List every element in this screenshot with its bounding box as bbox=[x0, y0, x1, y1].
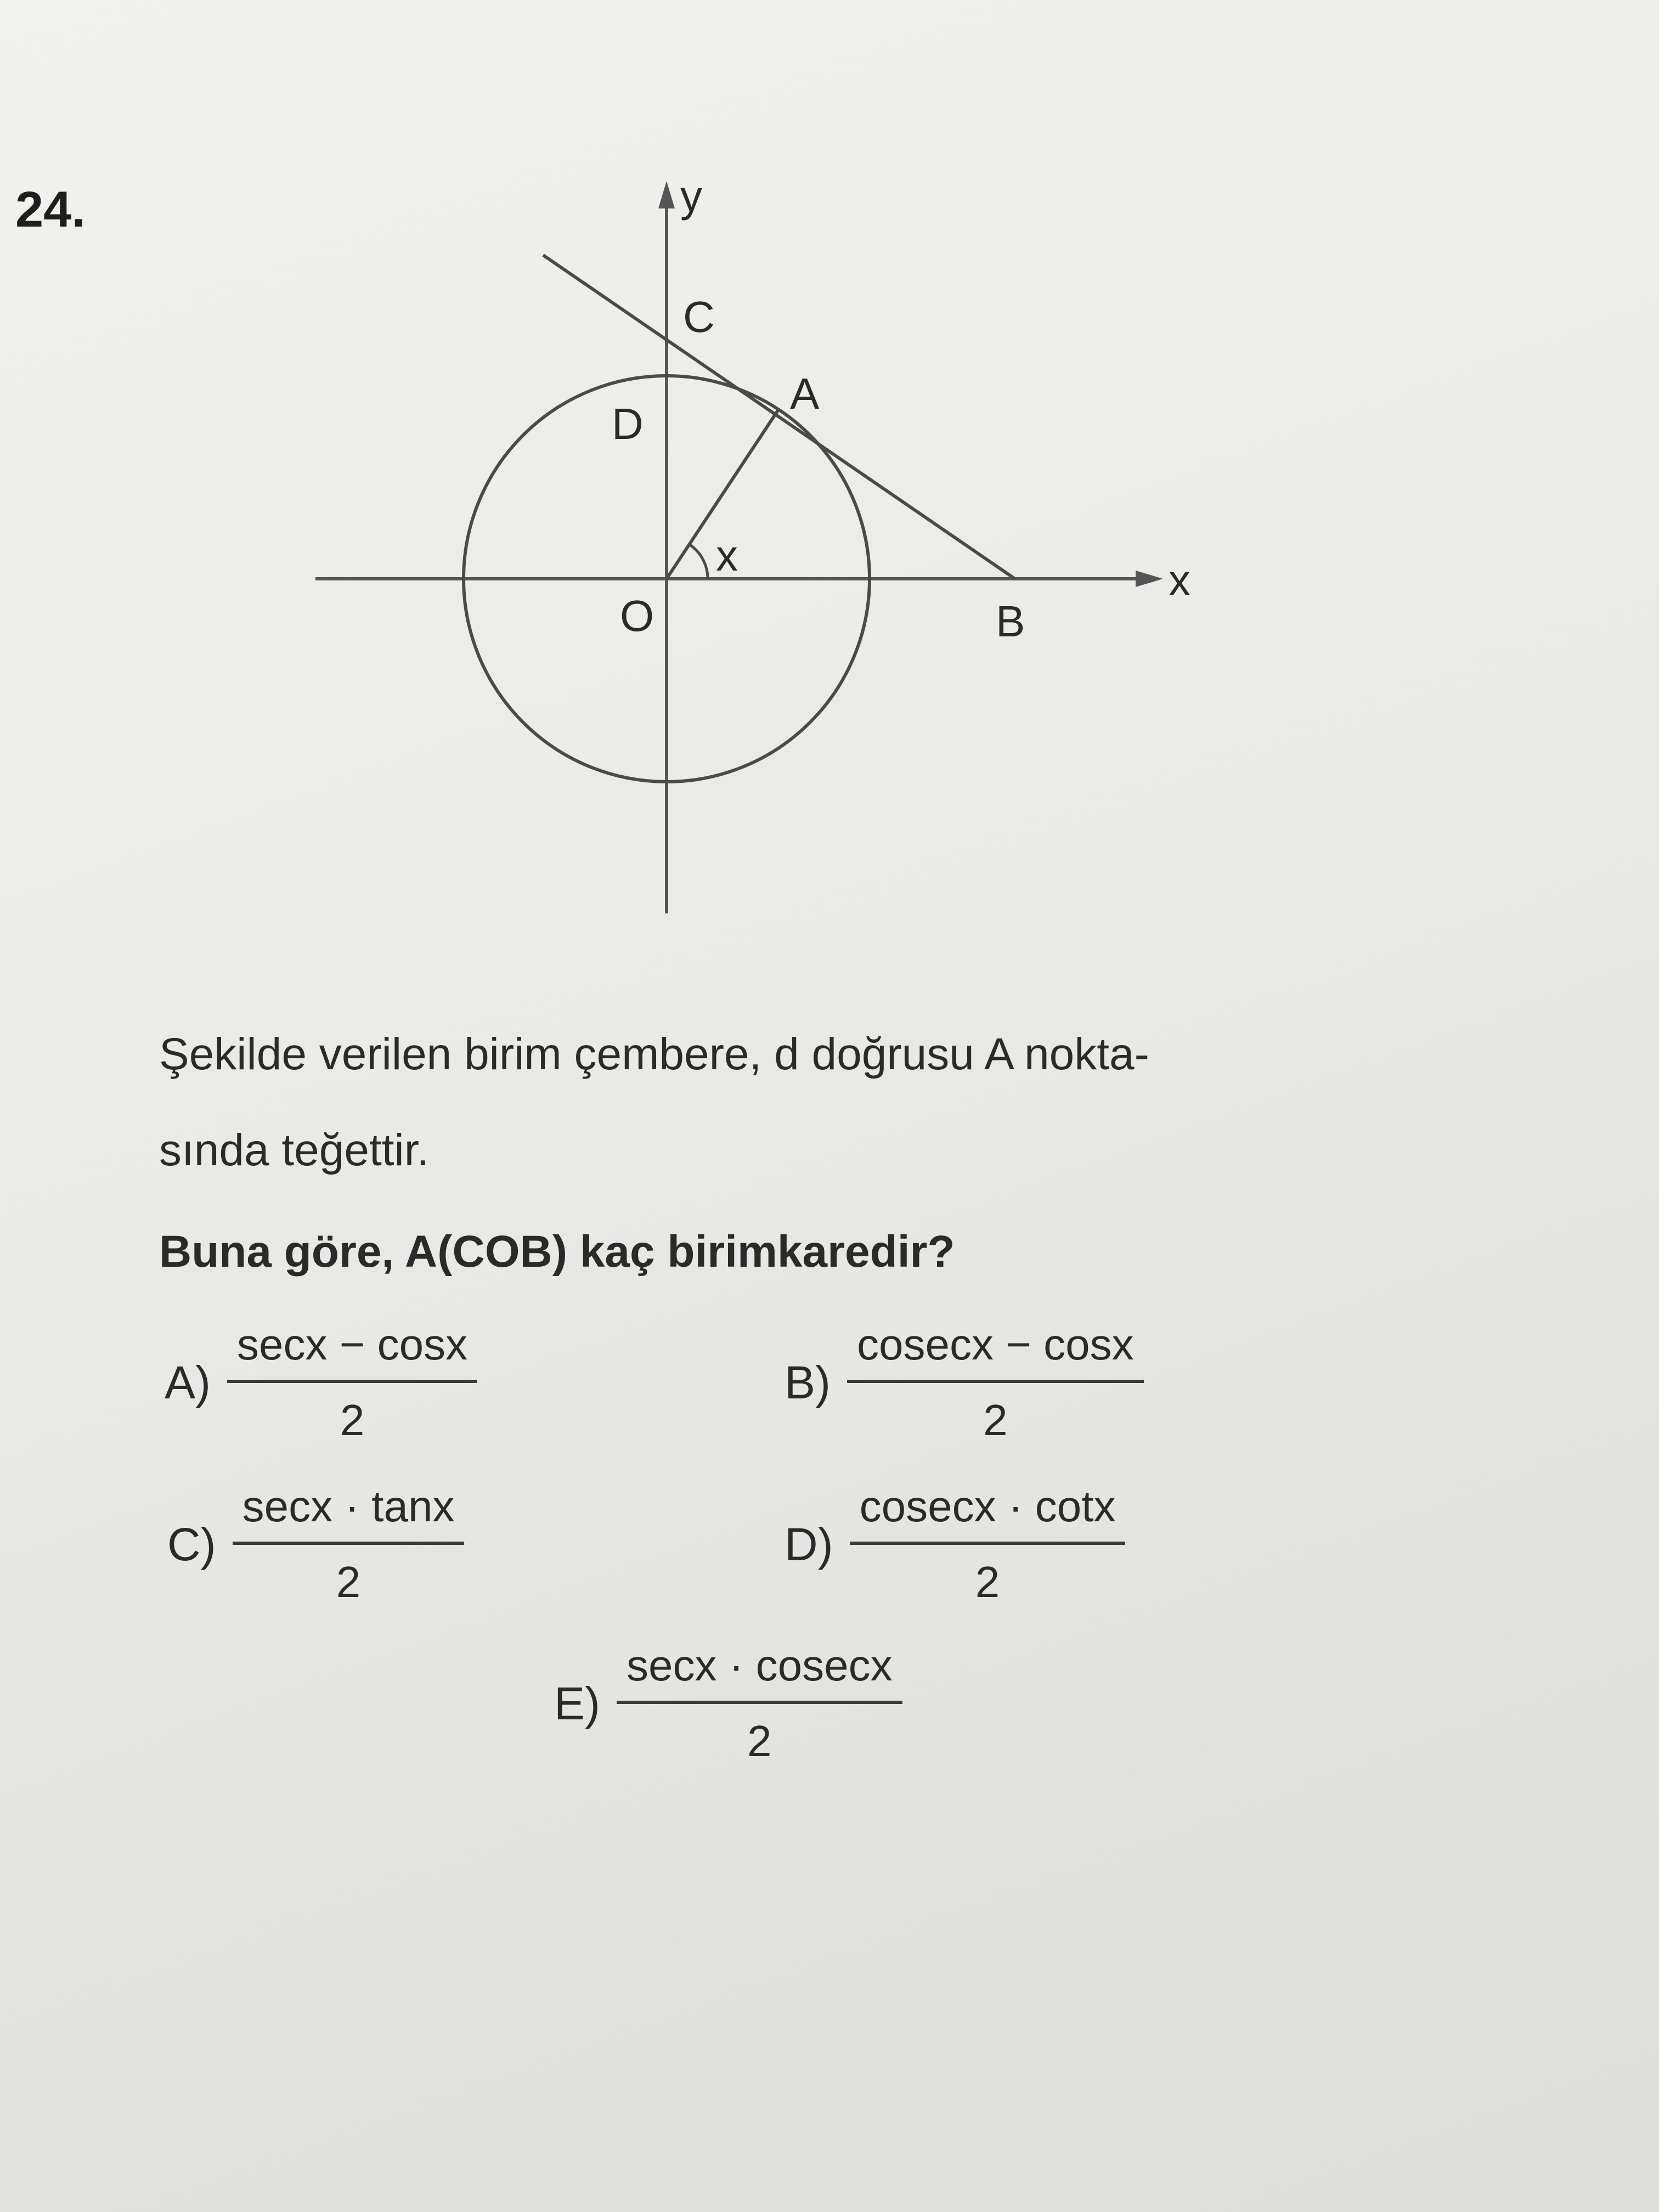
question-line-2: sında teğettir. bbox=[159, 1125, 430, 1175]
fraction bbox=[850, 1481, 1126, 1607]
numerator: secx · cosecx bbox=[627, 1641, 893, 1690]
choice-a[interactable] bbox=[165, 1319, 477, 1446]
label-y: y bbox=[680, 172, 702, 221]
unit-circle-figure bbox=[0, 0, 1659, 960]
numerator: cosecx − cosx bbox=[857, 1320, 1134, 1369]
choice-letter: A) bbox=[165, 1356, 211, 1408]
label-a: A bbox=[790, 369, 820, 418]
x-axis-arrow bbox=[1136, 571, 1163, 587]
label-x-axis: x bbox=[1169, 556, 1190, 605]
label-b: B bbox=[996, 597, 1025, 646]
choice-d[interactable] bbox=[785, 1481, 1125, 1607]
choice-e[interactable] bbox=[554, 1640, 902, 1767]
choice-letter: E) bbox=[554, 1677, 600, 1729]
fraction bbox=[847, 1319, 1144, 1446]
choice-letter: B) bbox=[785, 1356, 831, 1408]
numerator: secx · tanx bbox=[242, 1482, 455, 1531]
choice-letter: D) bbox=[785, 1518, 833, 1570]
fraction bbox=[227, 1319, 477, 1446]
fraction bbox=[617, 1640, 902, 1767]
label-o: O bbox=[620, 591, 654, 640]
denominator: 2 bbox=[747, 1717, 772, 1765]
angle-arc bbox=[689, 544, 708, 579]
choice-c[interactable] bbox=[167, 1481, 464, 1607]
numerator: cosecx · cotx bbox=[859, 1482, 1116, 1531]
fraction bbox=[233, 1481, 465, 1607]
denominator: 2 bbox=[340, 1396, 365, 1444]
y-axis-arrow bbox=[658, 181, 675, 208]
label-d: D bbox=[612, 399, 644, 448]
label-c: C bbox=[683, 292, 715, 341]
choice-b[interactable] bbox=[785, 1319, 1144, 1446]
question-line-1: Şekilde verilen birim çembere, d doğrusu A nokta- bbox=[159, 1029, 1149, 1079]
numerator: secx − cosx bbox=[237, 1320, 468, 1369]
label-angle-x: x bbox=[716, 531, 738, 580]
denominator: 2 bbox=[336, 1558, 361, 1606]
denominator: 2 bbox=[983, 1396, 1008, 1444]
denominator: 2 bbox=[975, 1558, 1000, 1606]
question-prompt: Buna göre, A(COB) kaç birimkaredir? bbox=[159, 1227, 955, 1277]
question-number: 24. bbox=[15, 182, 86, 238]
choice-letter: C) bbox=[167, 1518, 216, 1570]
